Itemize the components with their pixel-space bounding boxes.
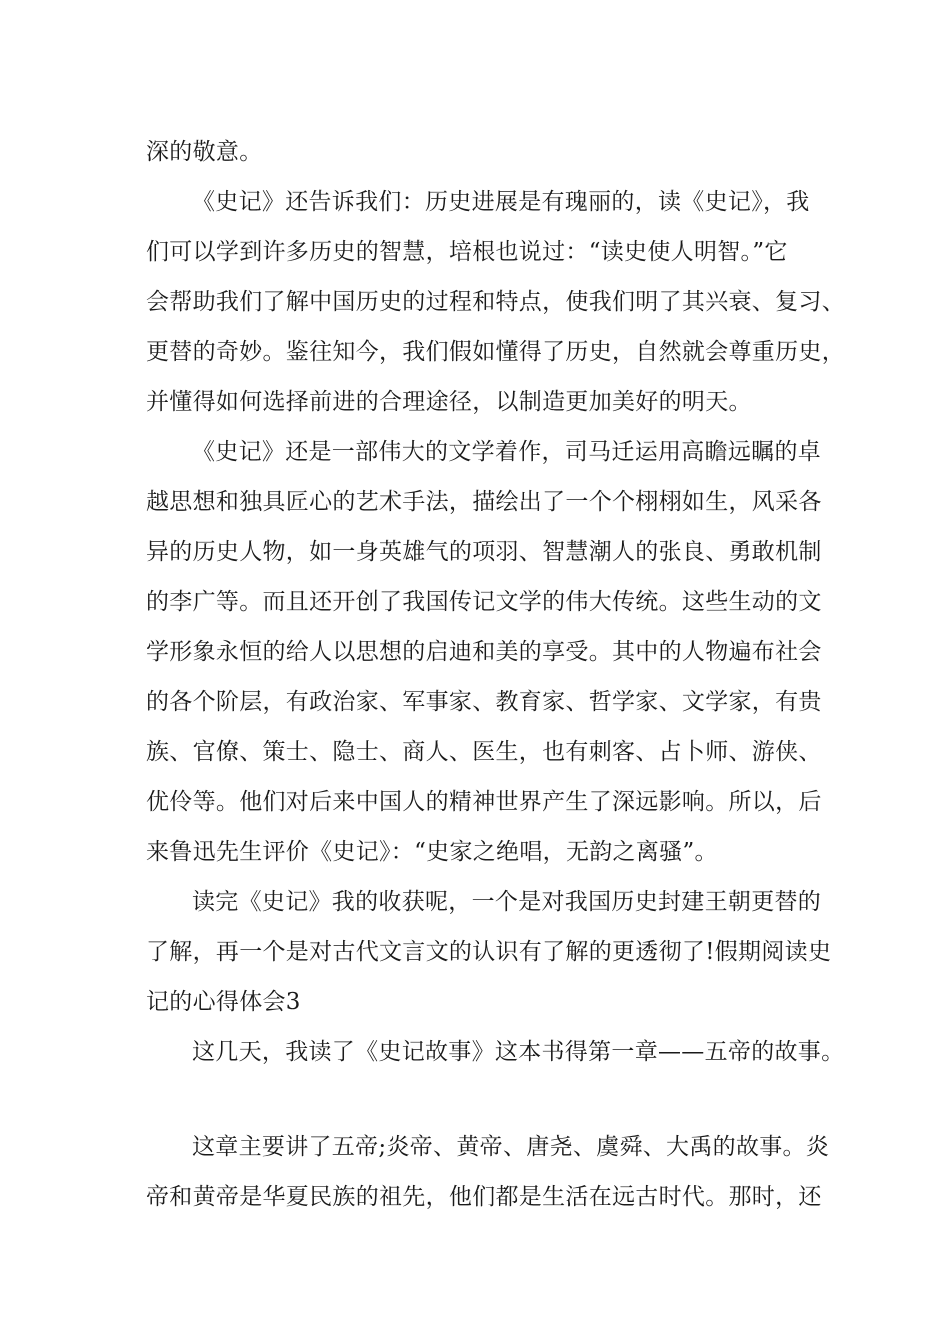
text-line: 并懂得如何选择前进的合理途径，以制造更加美好的明天。 [146,389,752,415]
text-line: 帝和黄帝是华夏民族的祖先，他们都是生活在远古时代。那时，还 [146,1184,822,1210]
text-line: 异的历史人物，如一身英雄气的项羽、智慧潮人的张良、勇敢机制 [146,539,822,565]
text-line: 学形象永恒的给人以思想的启迪和美的享受。其中的人物遍布社会 [146,639,822,665]
text-line: 深的敬意。 [146,139,263,165]
paragraph-start-line: 这章主要讲了五帝;炎帝、黄帝、唐尧、虞舜、大禹的故事。炎 [192,1134,830,1160]
text-line: 越思想和独具匠心的艺术手法，描绘出了一个个栩栩如生，风采各 [146,489,822,515]
paragraph-start-line: 《史记》还告诉我们：历史进展是有瑰丽的，读《史记》，我 [192,189,810,215]
text-line: 记的心得体会3 [146,989,301,1015]
text-line: 会帮助我们了解中国历史的过程和特点，使我们明了其兴衰、复习、 [146,289,845,315]
text-line: 优伶等。他们对后来中国人的精神世界产生了深远影响。所以，后 [146,789,822,815]
text-line: 更替的奇妙。鉴往知今，我们假如懂得了历史，自然就会尊重历史， [146,339,845,365]
paragraph-start-line: 读完《史记》我的收获呢，一个是对我国历史封建王朝更替的 [192,889,822,915]
text-line: 族、官僚、策士、隐士、商人、医生，也有刺客、占卜师、游侠、 [146,739,822,765]
text-line: 的各个阶层，有政治家、军事家、教育家、哲学家、文学家，有贵 [146,689,822,715]
text-line: 来鲁迅先生评价《史记》：“史家之绝唱，无韵之离骚”。 [146,839,718,865]
text-line: 了解，再一个是对古代文言文的认识有了解的更透彻了!假期阅读史 [146,939,832,965]
paragraph-start-line: 《史记》还是一部伟大的文学着作，司马迁运用高瞻远瞩的卓 [192,439,822,465]
text-line: 们可以学到许多历史的智慧，培根也说过：“读史使人明智。”它 [146,239,788,265]
paragraph-start-line: 这几天，我读了《史记故事》这本书得第一章——五帝的故事。 [192,1039,845,1065]
text-line: 的李广等。而且还开创了我国传记文学的伟大传统。这些生动的文 [146,589,822,615]
